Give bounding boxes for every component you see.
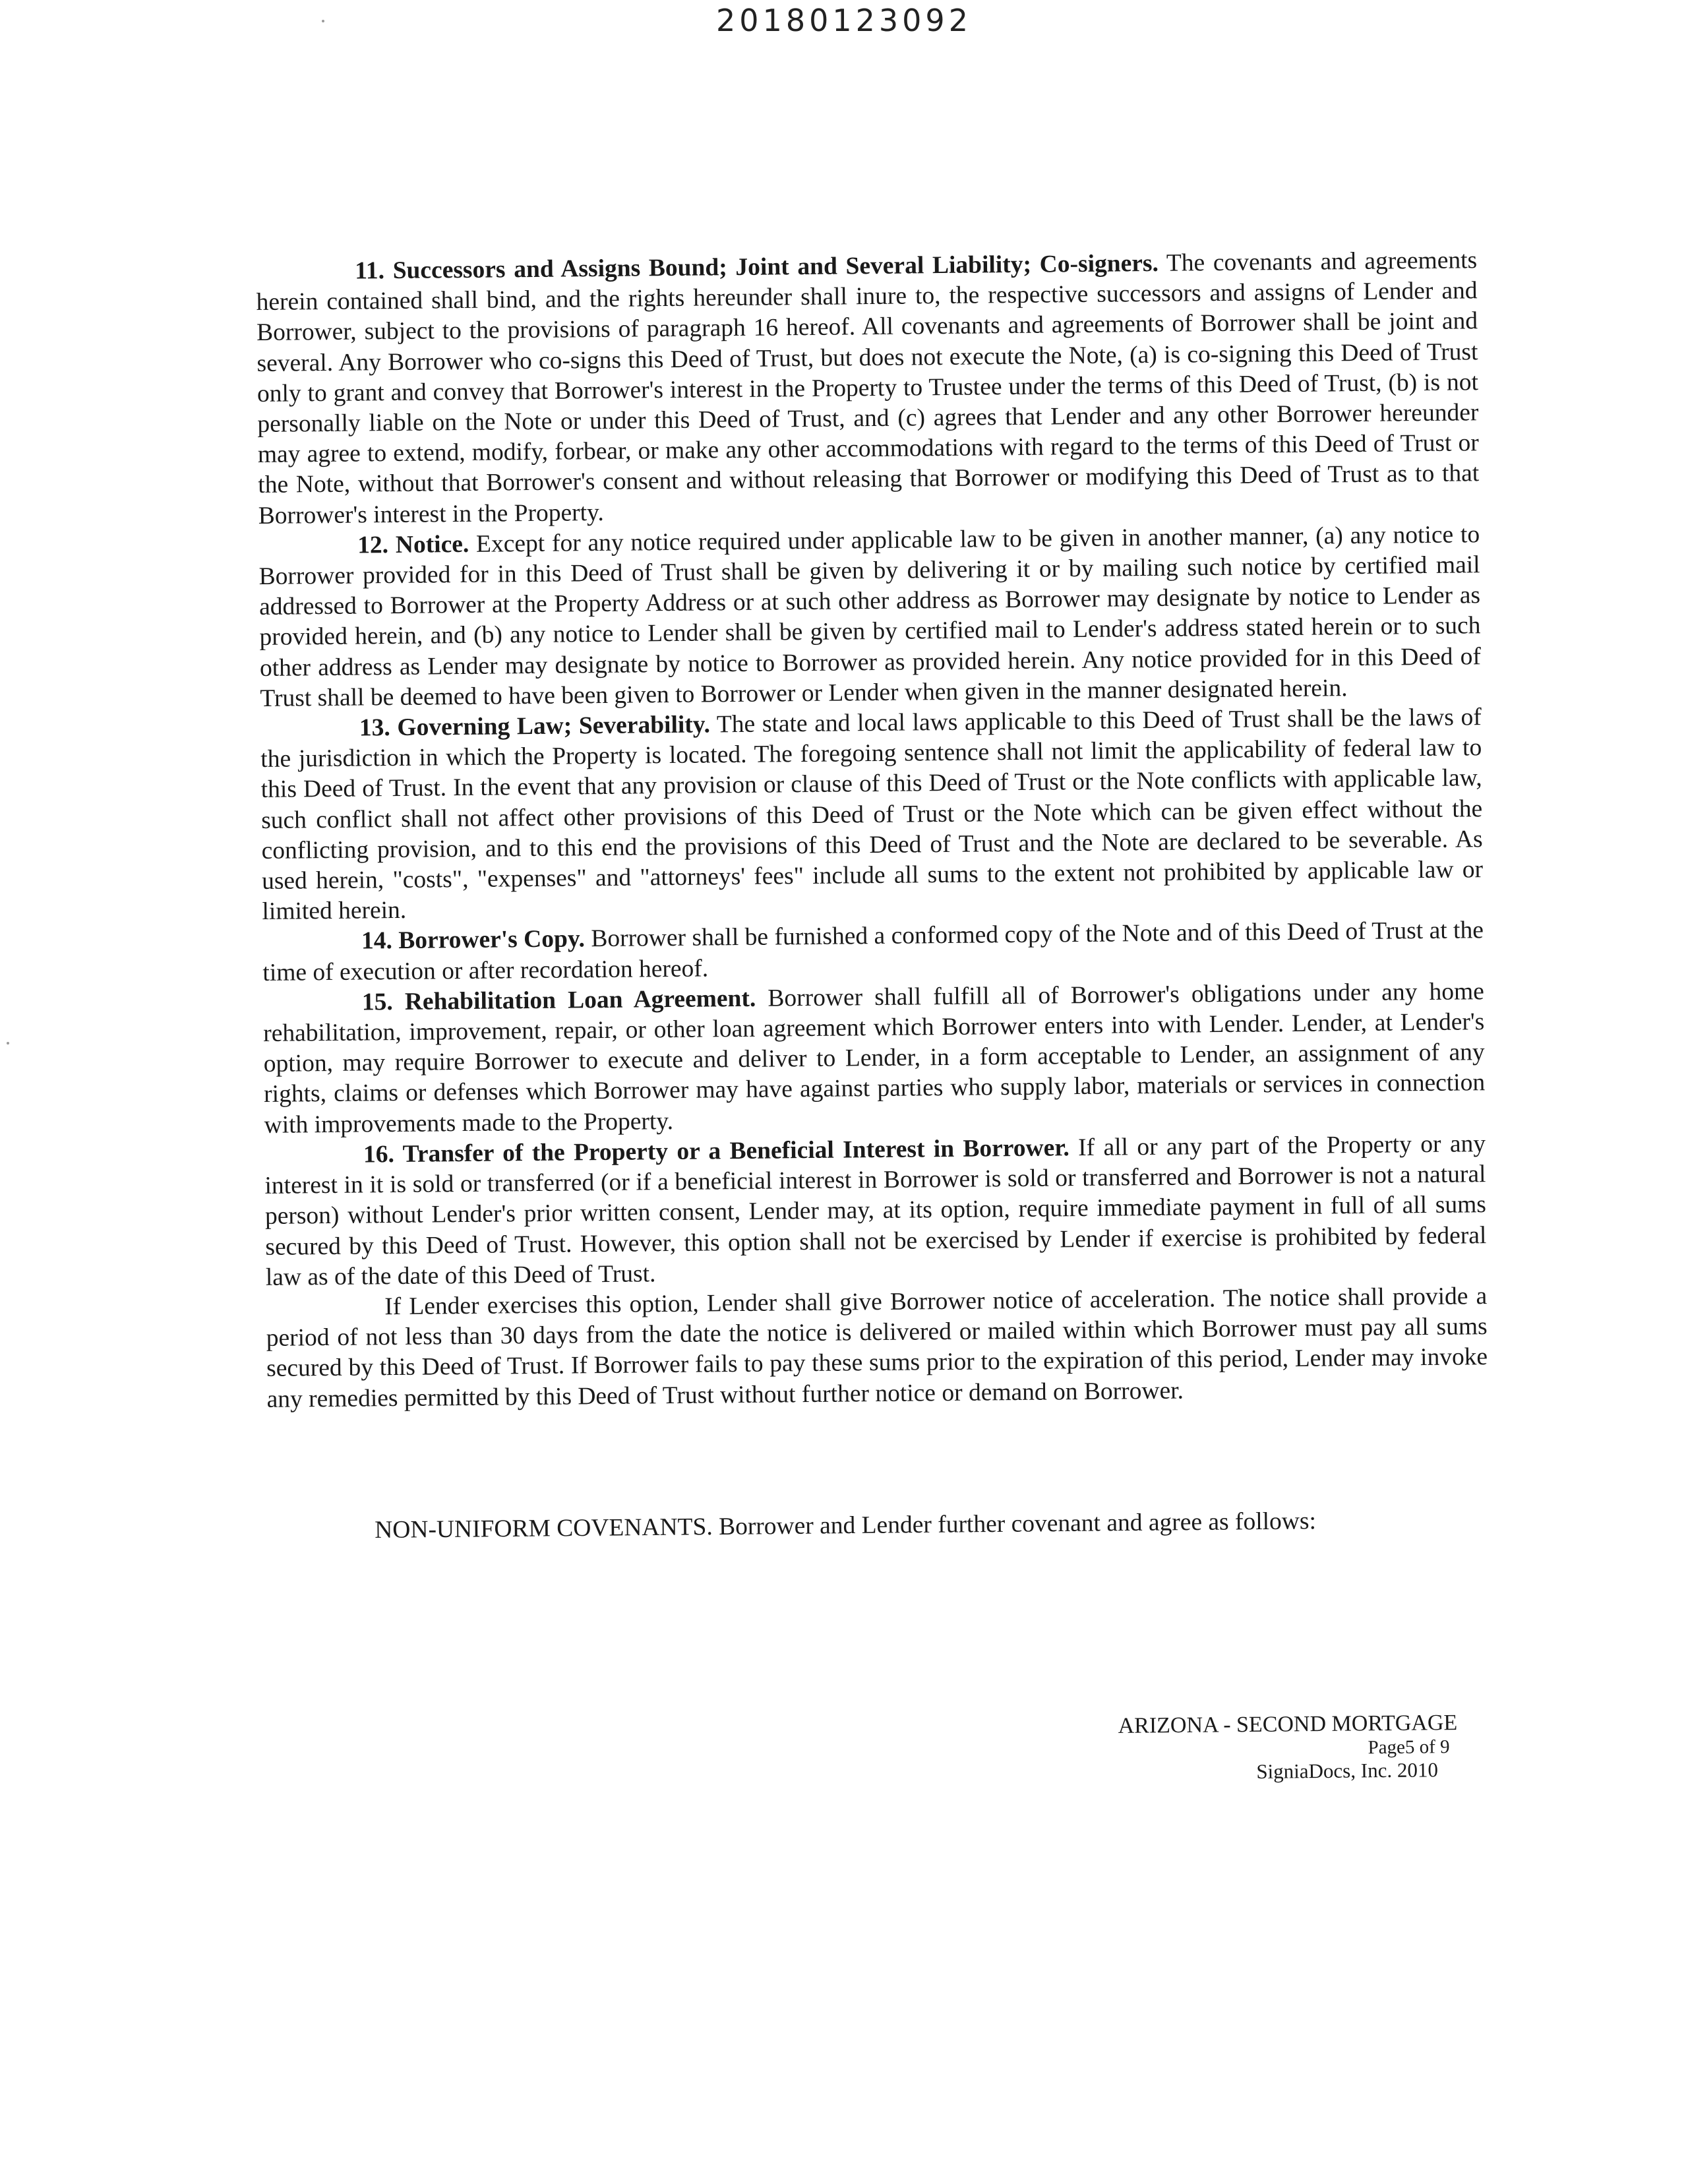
- scan-speck: [7, 1042, 9, 1045]
- section-heading: 16. Transfer of the Property or a Beneficial Interest in Borrower.: [363, 1134, 1070, 1168]
- document-body: [256, 245, 1488, 1414]
- continuation-paragraph: If Lender exercises this option, Lender shall give Borrower notice of acceleration. The notice shall provide a period of not less than 30 days from the date the notice is delivered or mailed within which Borrower must pay all sums secured by this Deed of Trust. If Borrower fails to pay these sums prior to the expiration of this period, Lender may invoke any remedies permitted by this Deed of Trust without further notice or demand on Borrower.: [266, 1283, 1488, 1413]
- section-heading: 15. Rehabilitation Loan Agreement.: [361, 985, 756, 1016]
- section-text: The state and local laws applicable to this Deed of Trust shall be the laws of the jurisdiction in which the Property is located. The foregoing sentence shall not limit the applicability of federal law to this Deed of Trust. In the event that any provision or clause of this Deed of Trust or the Note conflicts with applicable law, such conflict shall not affect other provisions of this Deed of Trust or the Note which can be given effect without the conflicting provision, and to this end the provisions of this Deed of Trust and the Note are declared to be severable. As used herein, "costs", "expenses" and "attorneys' fees" include all sums to the extent not prohibited by applicable law or limited herein.: [260, 704, 1484, 926]
- non-uniform-covenants-intro: NON-UNIFORM COVENANTS. Borrower and Lender further covenant and agree as follows:: [375, 1507, 1317, 1544]
- scan-speck: [322, 20, 324, 22]
- section-paragraph: [260, 702, 1484, 927]
- section-text: If all or any part of the Property or any interest in it is sold or transferred (or if a beneficial interest in Borrower is sold or transferred and Borrower is not a natural person) without Lender's prior written consent, Lender may, at its option, require immediate payment in full of all sums secured by this Deed of Trust. However, this option shall not be exercised by Lender if exercise is prohibited by federal law as of the date of this Deed of Trust.: [264, 1130, 1487, 1291]
- section-text: Borrower shall be furnished a conformed copy of the Note and of this Deed of Trust at the time of execution or after recordation hereof.: [262, 917, 1484, 986]
- section-paragraph: [262, 916, 1484, 988]
- footer-page-number: Page5 of 9: [1368, 1736, 1450, 1759]
- section-heading: 13. Governing Law; Severability.: [359, 711, 711, 742]
- section-text: The covenants and agreements herein contained shall bind, and the rights hereunder shall inure to, the respective successors and assigns of Lender and Borrower, subject to the provisions of paragraph 16 hereof. All covenants and agreements of Borrower shall be joint and several. Any Borrower who co-signs this Deed of Trust, but does not execute the Note, (a) is co-signing this Deed of Trust only to grant and convey that Borrower's interest in the Property to Trustee under the terms of this Deed of Trust, (b) is not personally liable on the Note or under this Deed of Trust, and (c) agrees that Lender and any other Borrower hereunder may agree to extend, modify, forbear, or make any other accommodations with regard to the terms of this Deed of Trust or the Note, without that Borrower's consent and without releasing that Borrower or modifying this Deed of Trust as to that Borrower's interest in the Property.: [256, 247, 1480, 530]
- section-paragraph: [264, 1129, 1487, 1293]
- section-heading: 11. Successors and Assigns Bound; Joint and Several Liability; Co-signers.: [355, 249, 1159, 285]
- section-paragraph: [258, 520, 1482, 714]
- section-paragraph: [256, 245, 1480, 531]
- footer-vendor: SigniaDocs, Inc. 2010: [1256, 1758, 1439, 1783]
- footer-form-title: ARIZONA - SECOND MORTGAGE: [1118, 1711, 1458, 1738]
- section-paragraph: [263, 977, 1486, 1141]
- section-heading: 14. Borrower's Copy.: [361, 925, 586, 955]
- section-text: Borrower shall fulfill all of Borrower's obligations under any home rehabilitation, improvement, repair, or other loan agreement which Borrower enters into with Lender. Lender, at Lender's option, may require Borrower to execute and deliver to Lender, in a form acceptable to Lender, an assignment of any rights, claims or defenses which Borrower may have against parties who supply labor, materials or services in connection with improvements made to the Property.: [263, 978, 1486, 1139]
- section-heading: 12. Notice.: [357, 530, 469, 559]
- page-footer: [989, 1711, 1458, 1786]
- document-number: 20180123092: [716, 3, 972, 38]
- section-text: Except for any notice required under applicable law to be given in another manner, (a) any notice to Borrower provided for in this Deed of Trust shall be given by delivering it or by mailing such notice by certified mail addressed to Borrower at the Property Address or at such other address as Borrower may designate by notice to Lender as provided herein, and (b) any notice to Lender shall be given by certified mail to Lender's address stated herein or to such other address as Lender may designate by notice to Borrower as provided herein. Any notice provided for in this Deed of Trust shall be deemed to have been given to Borrower or Lender when given in the manner designated herein.: [258, 521, 1482, 712]
